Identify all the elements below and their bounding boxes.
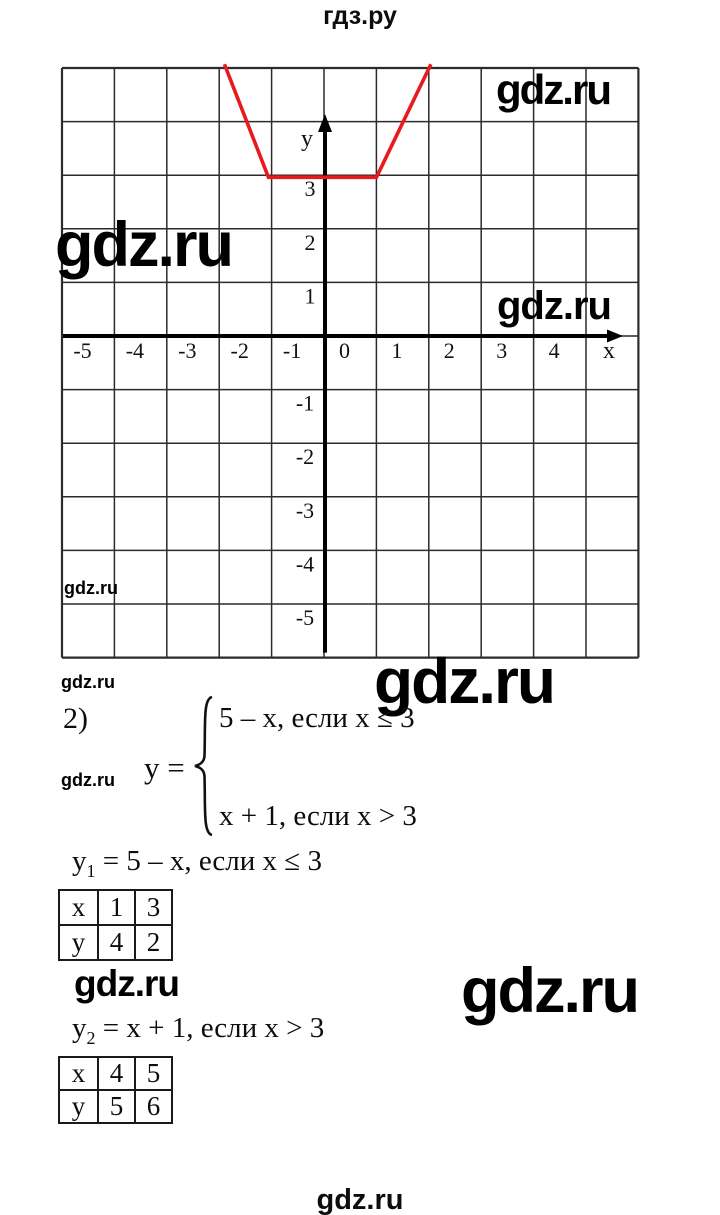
watermark-grid-top-right: gdz.ru <box>496 66 610 113</box>
x-tick-label: 2 <box>443 338 455 363</box>
table-cell: x <box>59 890 98 925</box>
formula-subscript: 1 <box>86 860 96 881</box>
watermark-grid-left-big: gdz.ru <box>55 210 232 280</box>
y-tick-label: 3 <box>304 176 316 202</box>
system-brace <box>191 694 217 838</box>
table-row <box>59 1057 172 1090</box>
system-case-1: 5 – x, если x ≤ 3 <box>219 702 415 734</box>
y-tick-label: -1 <box>295 390 315 416</box>
formula-base: y <box>72 1012 87 1044</box>
table-cell: 5 <box>135 1057 172 1090</box>
table-cell: y <box>59 1090 98 1123</box>
problem-number: 2) <box>63 702 88 735</box>
x-tick-label: -4 <box>125 338 145 363</box>
table-cell: x <box>59 1057 98 1090</box>
system-case-2: x + 1, если x > 3 <box>219 800 417 832</box>
watermark-above-formula-small: gdz.ru <box>61 770 115 790</box>
watermark-solution-right-big: gdz.ru <box>461 956 638 1026</box>
y-axis-arrow-icon <box>318 114 332 132</box>
function-curve <box>224 64 430 177</box>
table-row <box>59 890 172 925</box>
table-cell: y <box>59 925 98 960</box>
value-table-1 <box>58 889 173 961</box>
x-axis-label: x <box>603 338 615 364</box>
table-cell: 4 <box>98 1057 135 1090</box>
table-cell: 1 <box>98 890 135 925</box>
x-tick-label: -1 <box>282 338 302 363</box>
watermark-solution-left-bold: gdz.ru <box>74 963 179 1004</box>
y-tick-label: -4 <box>295 551 315 577</box>
y-tick-label: -3 <box>295 497 315 523</box>
footer-watermark: gdz.ru <box>316 1184 404 1215</box>
formula-base: y <box>72 845 87 877</box>
formula-subscript: 2 <box>86 1027 96 1048</box>
y-tick-label: 1 <box>304 283 316 309</box>
watermark-below-grid-small: gdz.ru <box>61 672 115 692</box>
watermark-grid-right-mid: gdz.ru <box>497 284 611 328</box>
table-cell: 6 <box>135 1090 172 1123</box>
table-cell: 4 <box>98 925 135 960</box>
solution-2-formula <box>72 1012 325 1048</box>
table-cell: 5 <box>98 1090 135 1123</box>
y-tick-label: -2 <box>295 444 315 470</box>
table-cell: 3 <box>135 890 172 925</box>
watermark-below-grid-big: gdz.ru <box>374 645 554 717</box>
table-cell: 2 <box>135 925 172 960</box>
formula-rest: = x + 1, если x > 3 <box>95 1012 325 1044</box>
solution-1-formula <box>72 845 322 881</box>
y-tick-label: 2 <box>304 229 316 255</box>
watermark-grid-bottom-small: gdz.ru <box>64 578 118 598</box>
value-table-2 <box>58 1056 173 1124</box>
y-axis-label: y <box>301 126 313 152</box>
table-row <box>59 925 172 960</box>
x-tick-label: 3 <box>496 338 508 363</box>
formula-rest: = 5 – x, если x ≤ 3 <box>95 845 322 877</box>
x-tick-label: 4 <box>548 338 560 363</box>
x-tick-label: 1 <box>391 338 403 363</box>
x-tick-label: -5 <box>73 338 92 363</box>
system-lhs: y = <box>144 750 185 785</box>
x-tick-label: -3 <box>178 338 197 363</box>
y-tick-label: -5 <box>295 605 315 630</box>
page-title: гдз.ру <box>323 2 397 30</box>
x-tick-label: 0 <box>339 338 350 363</box>
table-row <box>59 1090 172 1123</box>
x-tick-label: -2 <box>230 338 249 363</box>
